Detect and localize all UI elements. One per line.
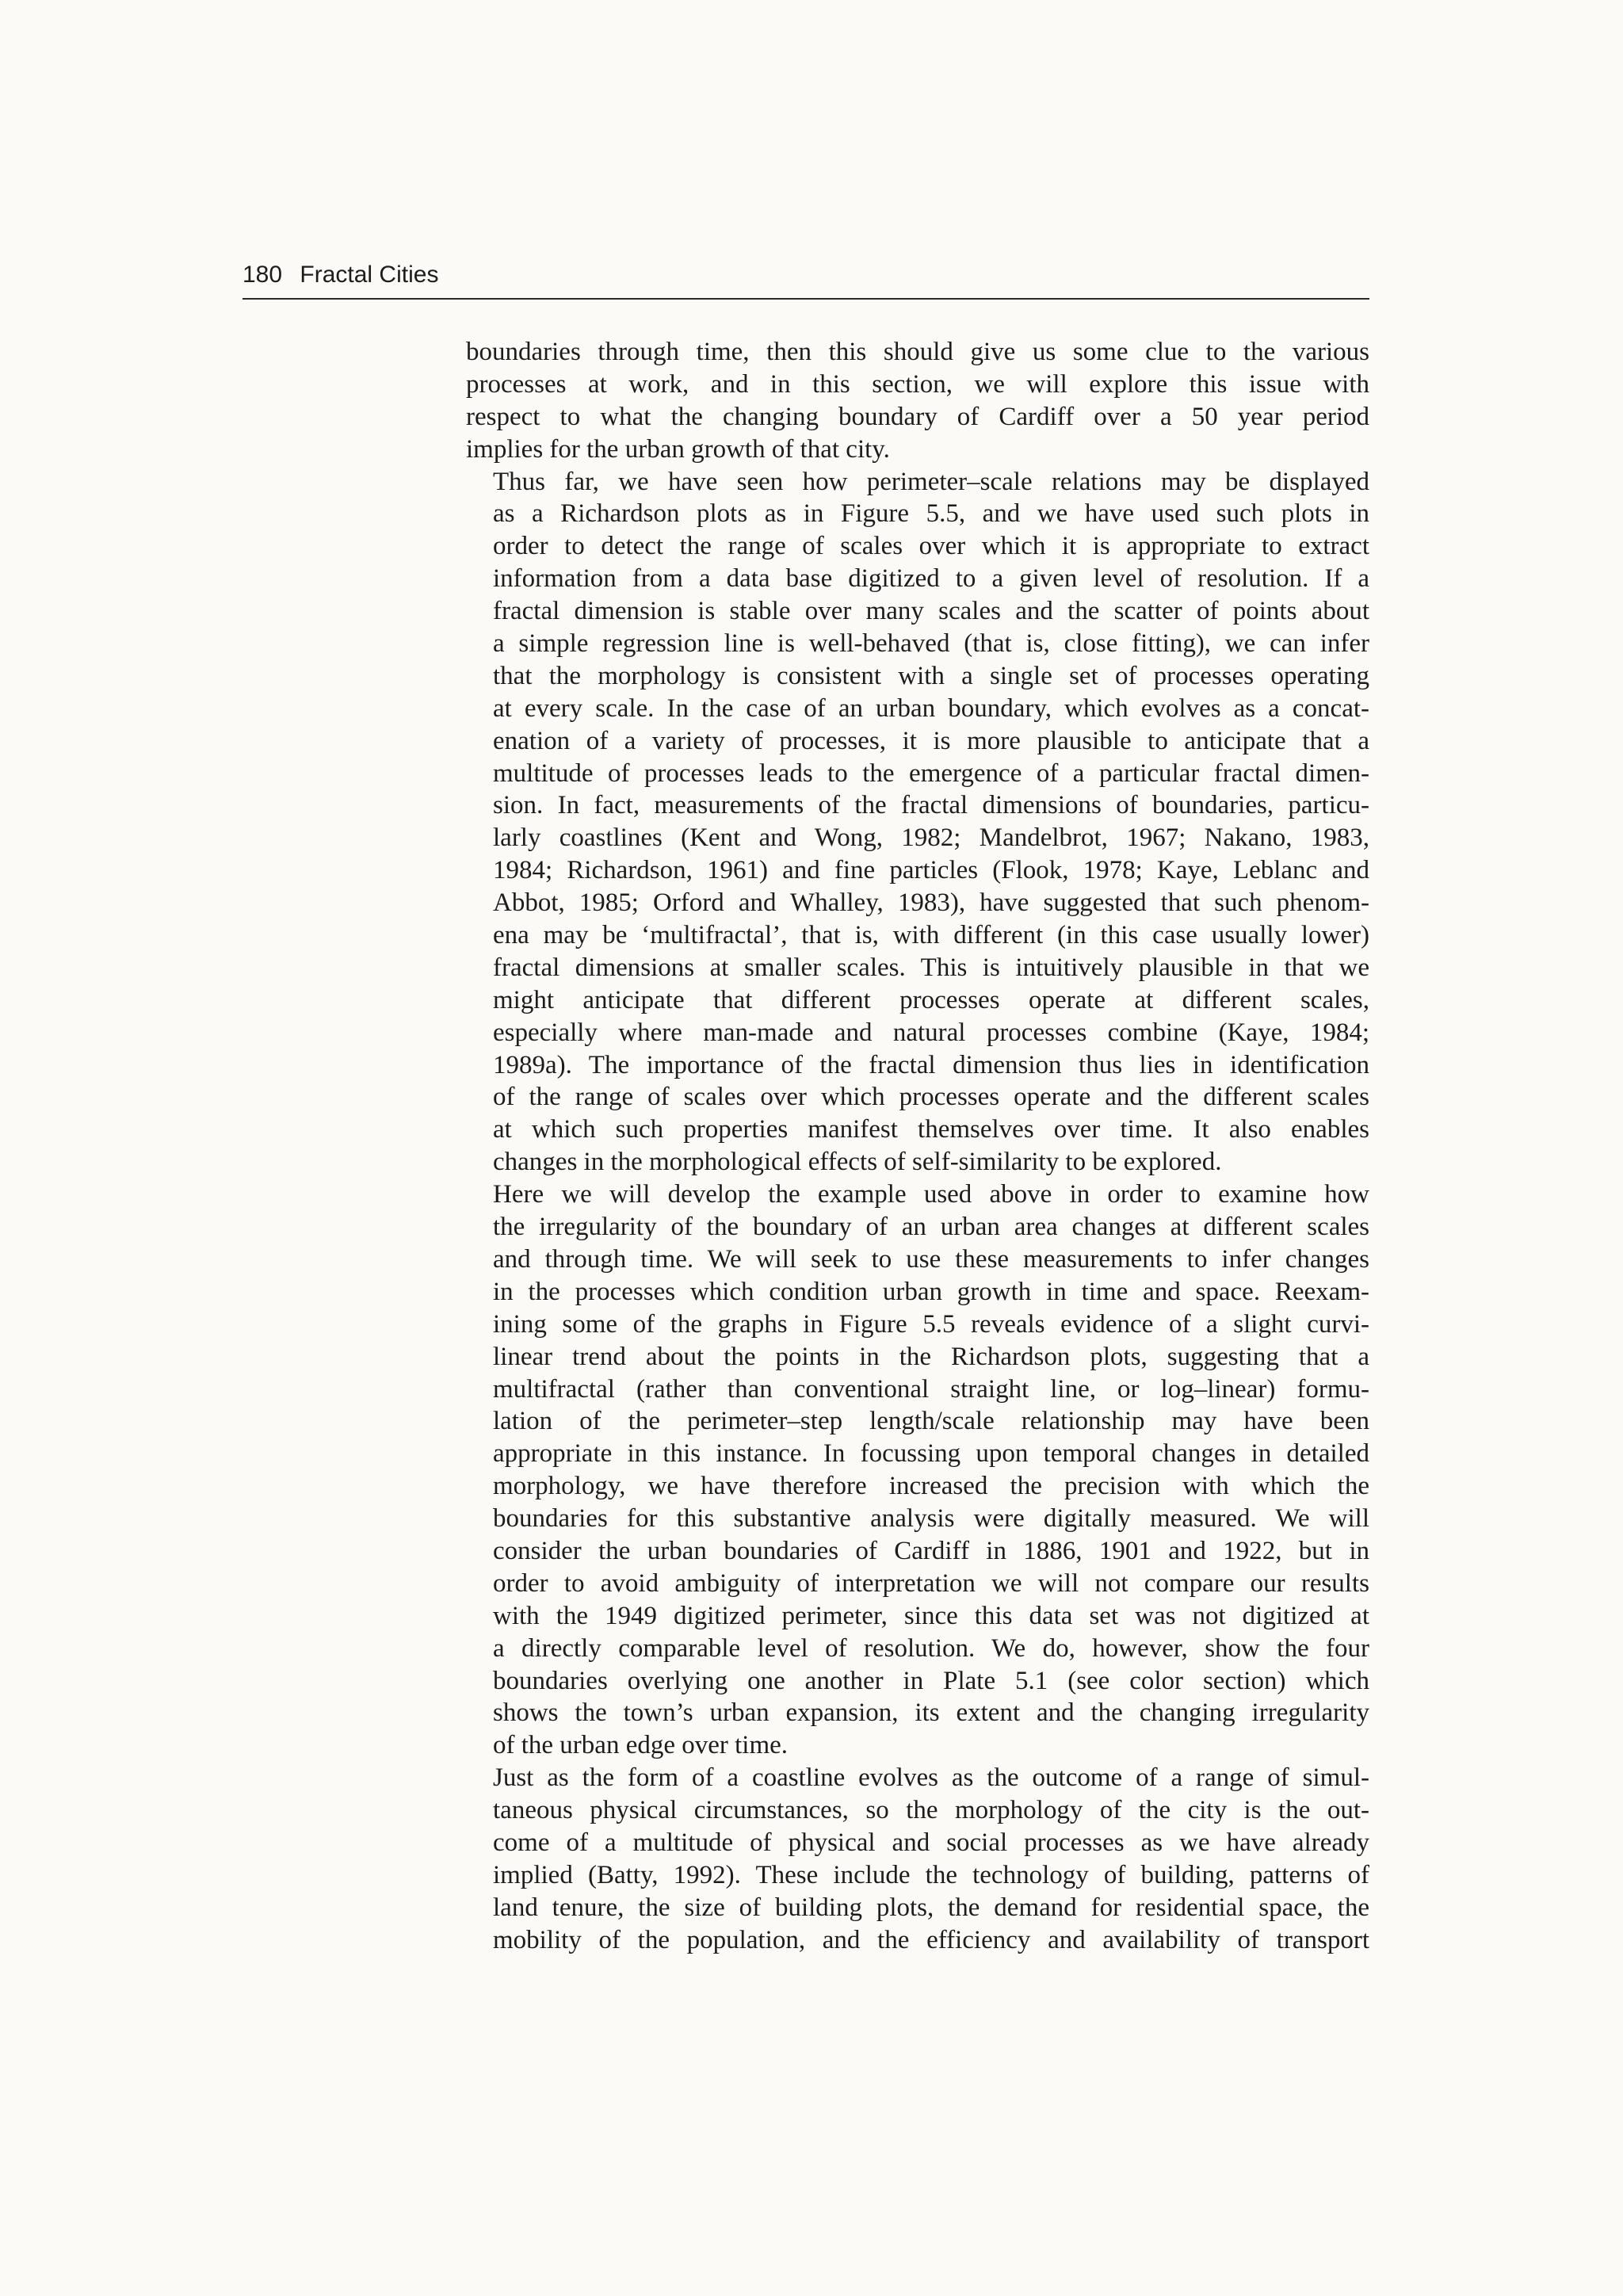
text-line: larly coastlines (Kent and Wong, 1982; Mandelbrot, 1967; Nakano, 1983, [493,823,1369,853]
header-rule [242,298,1369,300]
text-line: sion. In fact, measurements of the fractal dimensions of boundaries, particu- [493,791,1369,820]
text-line: come of a multitude of physical and social processes as we have already [493,1828,1369,1857]
text-line: ena may be ‘multifractal’, that is, with different (in this case usually lower) [493,921,1369,950]
text-line: boundaries through time, then this should give us some clue to the various [466,338,1369,366]
page-number: 180 [242,262,283,288]
text-line: with the 1949 digitized perimeter, since this data set was not digitized at [493,1601,1369,1630]
body-text [466,336,1369,1957]
text-line: land tenure, the size of building plots, the demand for residential space, the [493,1893,1369,1922]
text-line: taneous physical circumstances, so the morphology of the city is the out- [493,1796,1369,1825]
text-line: the irregularity of the boundary of an urban area changes at different scales [493,1213,1369,1242]
text-line: implied (Batty, 1992). These include the technology of building, patterns of [493,1860,1369,1889]
text-line: lation of the perimeter–step length/scale relationship may have been [493,1407,1369,1436]
text-line: enation of a variety of processes, it is more plausible to anticipate that a [493,726,1369,755]
text-line: of the range of scales over which processes operate and the different scales [493,1083,1369,1112]
text-line: and through time. We will seek to use these measurements to infer changes [493,1244,1369,1274]
text-line: boundaries for this substantive analysis were digitally measured. We will [493,1504,1369,1534]
text-line: multitude of processes leads to the emergence of a particular fractal dimen- [493,758,1369,788]
text-line: especially where man-made and natural processes combine (Kaye, 1984; [493,1018,1369,1047]
paragraph [466,1762,1369,1956]
text-line: fractal dimension is stable over many scales and the scatter of points about [493,597,1369,626]
text-line: multifractal (rather than conventional straight line, or log–linear) formu- [493,1374,1369,1404]
text-line: processes at work, and in this section, we will explore this issue with [466,369,1369,399]
text-line: ining some of the graphs in Figure 5.5 reveals evidence of a slight curvi- [493,1309,1369,1339]
text-line: information from a data base digitized to a given level of resolution. If a [493,564,1369,594]
text-line: Just as the form of a coastline evolves as the outcome of a range of simul- [493,1763,1369,1793]
text-line: implies for the urban growth of that city. [466,434,890,464]
text-line: boundaries overlying one another in Plate 5.1 (see color section) which [493,1666,1369,1695]
text-line: Thus far, we have seen how perimeter–scale relations may be displayed [493,467,1369,496]
text-line: Abbot, 1985; Orford and Whalley, 1983), have suggested that such phenom- [493,888,1369,918]
text-line: Here we will develop the example used above in order to examine how [493,1180,1369,1209]
text-line: fractal dimensions at smaller scales. This is intuitively plausible in that we [493,953,1369,982]
text-line: at which such properties manifest themselves over time. It also enables [493,1115,1369,1144]
text-line: changes in the morphological effects of self-similarity to be explored. [493,1148,1222,1177]
text-line: might anticipate that different processes operate at different scales, [493,985,1369,1014]
text-line: mobility of the population, and the efficiency and availability of transport [493,1925,1369,1954]
text-line: as a Richardson plots as in Figure 5.5, and we have used such plots in [493,499,1369,529]
text-line: morphology, we have therefore increased the precision with which the [493,1472,1369,1501]
text-line: at every scale. In the case of an urban boundary, which evolves as a concat- [493,693,1369,723]
text-line: a simple regression line is well-behaved (that is, close fitting), we can infer [493,629,1369,659]
text-line: appropriate in this instance. In focussing upon temporal changes in detailed [493,1439,1369,1469]
text-line: respect to what the changing boundary of Cardiff over a 50 year period [466,402,1369,431]
paragraph [466,466,1369,1179]
text-line: in the processes which condition urban growth in time and space. Reexam- [493,1277,1369,1306]
running-title: Fractal Cities [300,262,439,288]
text-line: linear trend about the points in the Richardson plots, suggesting that a [493,1342,1369,1371]
text-line: 1984; Richardson, 1961) and fine particles (Flook, 1978; Kaye, Leblanc and [493,856,1369,885]
text-line: consider the urban boundaries of Cardiff in 1886, 1901 and 1922, but in [493,1536,1369,1565]
paragraph [466,1179,1369,1762]
text-line: order to detect the range of scales over which it is appropriate to extract [493,532,1369,561]
text-line: 1989a). The importance of the fractal dimension thus lies in identification [493,1050,1369,1079]
text-line: a directly comparable level of resolution. We do, however, show the four [493,1633,1369,1663]
text-line: of the urban edge over time. [493,1731,789,1760]
running-head [242,255,1369,295]
text-line: that the morphology is consistent with a single set of processes operating [493,661,1369,690]
text-line: shows the town’s urban expansion, its extent and the changing irregularity [493,1698,1369,1728]
text-line: order to avoid ambiguity of interpretation we will not compare our results [493,1568,1369,1598]
paragraph [466,336,1369,466]
